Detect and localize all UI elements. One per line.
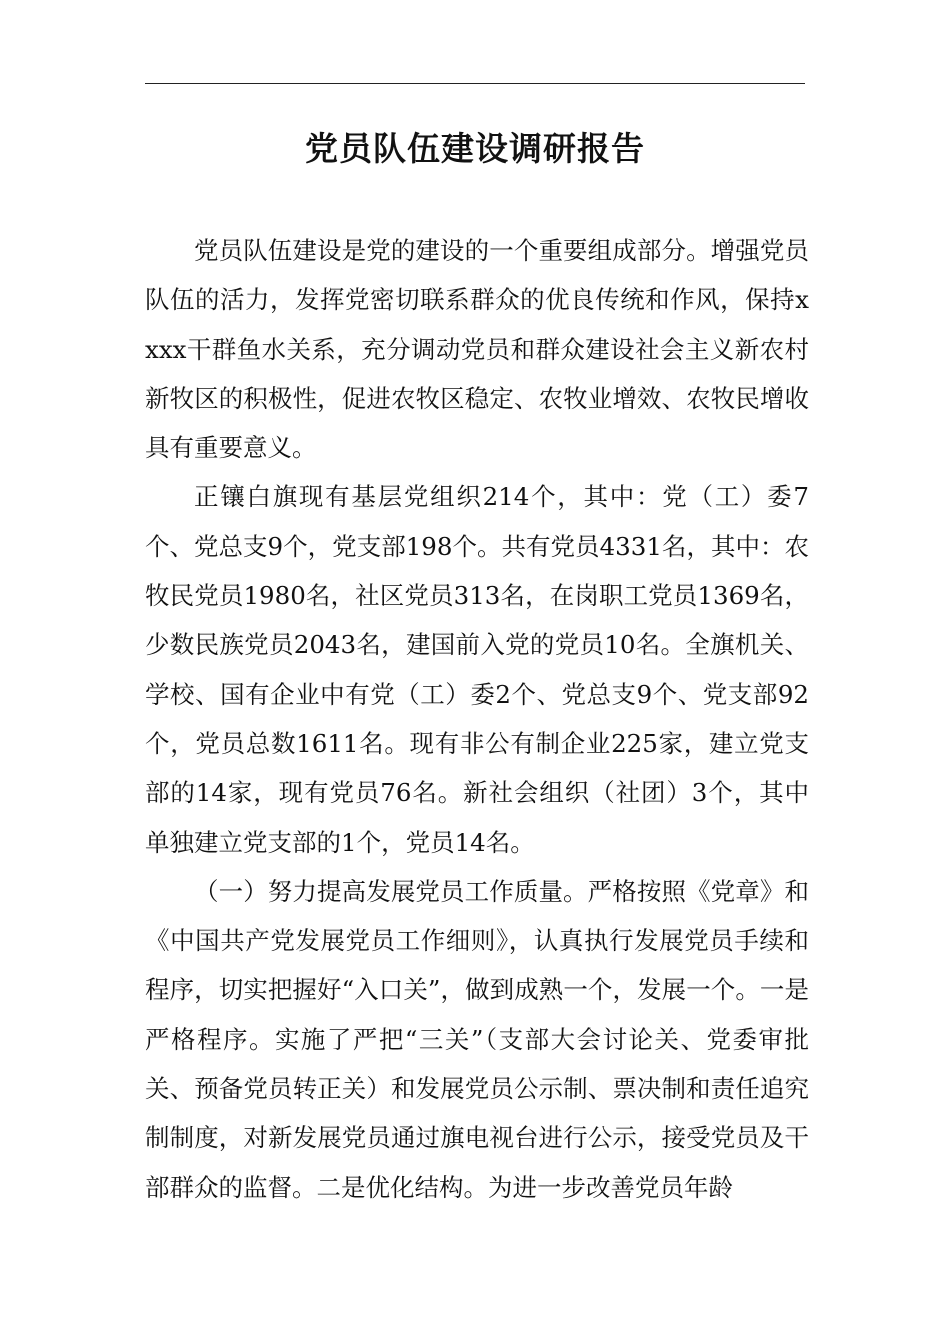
document-title: 党员队伍建设调研报告 xyxy=(305,129,645,168)
paragraph-intro: 党员队伍建设是党的建设的一个重要组成部分。增强党员队伍的活力，发挥党密切联系群众的优良传统和作风，保持xxxx干群鱼水关系，充分调动党员和群众建设社会主义新农村新牧区的积极性，促进农牧区稳定、农牧业增效、农牧民增收具有重要意义。 xyxy=(145,236,809,463)
paragraph-section-one: （一）努力提高发展党员工作质量。严格按照《党章》和《中国共产党发展党员工作细则》，认真执行发展党员手续和程序，切实把握好“入口关”，做到成熟一个，发展一个。一是严格程序。实施了严把“三关”（支部大会讨论关、党委审批关、预备党员转正关）和发展党员公示制、票决制和责任追究制制度，对新发展党员通过旗电视台进行公示，接受党员及干部群众的监督。二是优化结构。为进一步改善党员年龄 xyxy=(145,876,809,1202)
document-body xyxy=(145,226,809,1212)
header-rule xyxy=(145,83,805,84)
paragraph-statistics: 正镶白旗现有基层党组织214个，其中：党（工）委7个、党总支9个，党支部198个。共有党员4331名，其中：农牧民党员1980名，社区党员313名，在岗职工党员1369名，少数民族党员2043名，建国前入党的党员10名。全旗机关、学校、国有企业中有党（工）委2个、党总支9个、党支部92个，党员总数1611名。现有非公有制企业225家，建立党支部的14家，现有党员76名。新社会组织（社团）3个，其中单独建立党支部的1个，党员14名。 xyxy=(145,482,809,857)
